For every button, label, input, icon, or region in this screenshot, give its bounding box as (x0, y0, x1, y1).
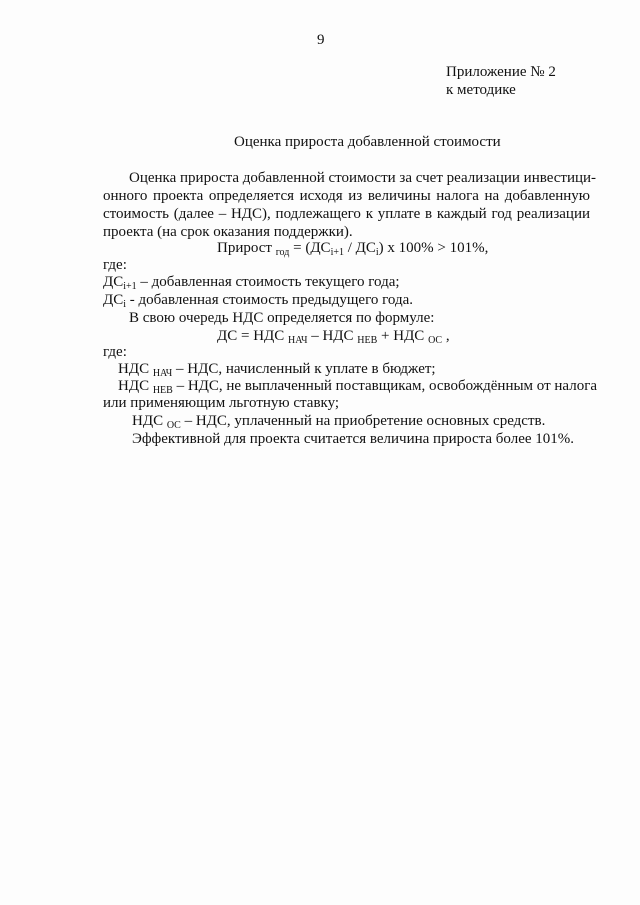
definition-vat-unpaid (118, 377, 597, 395)
intro-line-3: стоимость (далее – НДС), подлежащего к уплате в каждый год реализации (103, 206, 590, 222)
formula-subscript-1: i+1 (330, 247, 344, 258)
formula-part-3: ) х 100% > 101%, (378, 240, 489, 256)
definition-subscript: НАЧ (152, 368, 173, 379)
definition-previous-year (103, 291, 413, 309)
intro-line-1: Оценка прироста добавленной стоимости за счет реализации инвестици- (129, 170, 597, 186)
intro-line-2: онного проекта определяется исходя из величины налога на добавленную (103, 188, 590, 204)
vat-formula (217, 327, 450, 345)
definition-symbol: НДС (118, 378, 153, 394)
definition-vat-unpaid-line-2: или применяющим льготную ставку; (103, 395, 340, 411)
formula-part-1: = (ДС (289, 240, 331, 256)
vat-formula-part-a: ДС = НДС (217, 328, 289, 344)
appendix-line-2: к методике (446, 82, 516, 98)
formula-subscript-2: i (375, 247, 379, 258)
definition-vat-accrued (118, 360, 436, 378)
definition-text: – добавленная стоимость текущего года; (136, 274, 400, 290)
definition-symbol: ДС (103, 274, 124, 290)
definition-text: – НДС, не выплаченный поставщикам, освобождённым от налога (172, 378, 598, 394)
where-label-1: где: (103, 257, 127, 273)
definition-symbol: НДС (118, 361, 153, 377)
intro-line-4: проекта (на срок оказания поддержки). (103, 224, 353, 240)
vat-formula-part-b: – НДС (307, 328, 358, 344)
vat-formula-part-c: + НДС (377, 328, 429, 344)
definition-vat-fixed-assets (132, 412, 545, 430)
definition-subscript: НЕВ (152, 385, 173, 396)
vat-formula-sub-c: ОС (428, 335, 443, 346)
page-number: 9 (317, 32, 325, 48)
formula-lhs-subscript: год (275, 247, 290, 258)
growth-formula (217, 239, 488, 257)
vat-formula-sub-b: НЕВ (357, 335, 378, 346)
where-label-2: где: (103, 344, 127, 360)
vat-formula-sub-a: НАЧ (288, 335, 308, 346)
definition-current-year (103, 273, 400, 291)
formula-lhs: Прирост (217, 240, 272, 256)
definition-text: – НДС, уплаченный на приобретение основных средств. (180, 413, 546, 429)
definition-symbol: ДС (103, 292, 124, 308)
definition-subscript: i (123, 299, 127, 310)
vat-formula-part-d: , (442, 328, 450, 344)
definition-subscript: i+1 (123, 281, 137, 292)
appendix-line-1: Приложение № 2 (446, 64, 556, 80)
formula-part-2: / ДС (343, 240, 376, 256)
vat-intro-text: В свою очередь НДС определяется по формуле: (129, 310, 435, 326)
definition-symbol: НДС (132, 413, 167, 429)
definition-text: - добавленная стоимость предыдущего года. (126, 292, 414, 308)
definition-subscript: ОС (166, 420, 181, 431)
section-title: Оценка прироста добавленной стоимости (234, 134, 501, 150)
definition-text: – НДС, начисленный к уплате в бюджет; (172, 361, 436, 377)
conclusion-text: Эффективной для проекта считается величина прироста более 101%. (132, 431, 575, 447)
